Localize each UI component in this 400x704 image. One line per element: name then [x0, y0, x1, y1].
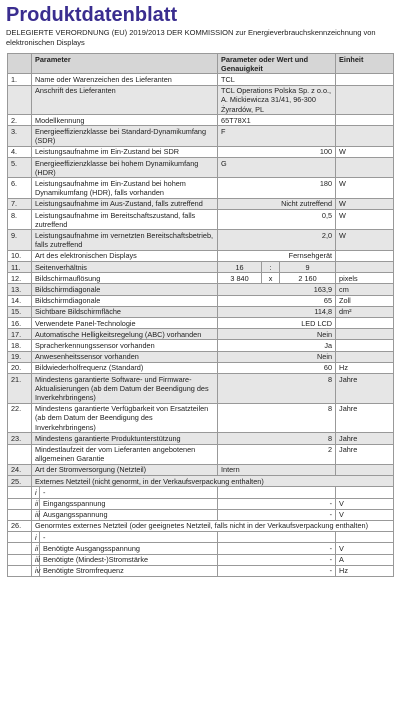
row-number: 20. — [8, 362, 32, 373]
sub-label: Benötigte Ausgangsspannung — [40, 543, 218, 554]
row-unit — [336, 464, 394, 475]
table-row — [8, 362, 394, 373]
row-parameter: Mindestens garantierte Verfügbarkeit von Ersatzteilen (ab dem Datum der Beendigung des Inverkehrbringens) — [32, 403, 218, 433]
sub-value — [218, 487, 336, 498]
table-row — [8, 250, 394, 261]
row-parameter: Verwendete Panel-Technologie — [32, 318, 218, 329]
row-unit — [336, 329, 394, 340]
table-header-row — [8, 54, 394, 74]
row-number: 3. — [8, 126, 32, 146]
table-subrow — [8, 509, 394, 520]
sub-label: Benötigte (Mindest-)Stromstärke — [40, 554, 218, 565]
sub-value: - — [218, 509, 336, 520]
row-value: TCL — [218, 74, 336, 85]
row-parameter: Energieeffizienzklasse bei hohem Dynamikumfang (HDR) — [32, 158, 218, 178]
row-number: 13. — [8, 284, 32, 295]
row-number: 23. — [8, 433, 32, 444]
row-number: 7. — [8, 198, 32, 209]
row-value: 100 — [218, 146, 336, 157]
row-parameter: Mindestens garantierte Software- und Firmware-Aktualisierungen (ab dem Datum der Beendigung des Inverkehrbringens) — [32, 374, 218, 404]
row-unit — [336, 250, 394, 261]
table-row — [8, 115, 394, 126]
row-value-b: 2 160 — [280, 273, 336, 284]
sub-value: - — [218, 565, 336, 576]
table-row — [8, 444, 394, 464]
row-parameter: Leistungsaufnahme im Ein-Zustand bei hohem Dynamikumfang (HDR), falls vorhanden — [32, 178, 218, 198]
row-value: 8 — [218, 403, 336, 433]
row-number — [8, 444, 32, 464]
sub-index: ii — [32, 498, 40, 509]
row-parameter: Mindestlaufzeit der vom Lieferanten angebotenen allgemeinen Garantie — [32, 444, 218, 464]
row-parameter: Genormtes externes Netzteil (oder geeignetes Netzteil, falls nicht in der Verkaufsverpackung enthalten) — [32, 520, 394, 531]
row-parameter: Modellkennung — [32, 115, 218, 126]
row-number: 11. — [8, 262, 32, 273]
row-unit — [336, 340, 394, 351]
sub-index: i — [32, 532, 40, 543]
table-subrow — [8, 532, 394, 543]
row-number — [8, 565, 32, 576]
row-value: Intern — [218, 464, 336, 475]
row-number — [8, 554, 32, 565]
sub-unit: Hz — [336, 565, 394, 576]
row-parameter: Mindestens garantierte Produktunterstützung — [32, 433, 218, 444]
table-row — [8, 329, 394, 340]
row-unit — [336, 158, 394, 178]
row-value: 8 — [218, 433, 336, 444]
table-row — [8, 230, 394, 250]
sub-index: iv — [32, 565, 40, 576]
table-row — [8, 158, 394, 178]
row-value: 8 — [218, 374, 336, 404]
sub-label: Benötigte Stromfrequenz — [40, 565, 218, 576]
row-unit: W — [336, 198, 394, 209]
row-value: 60 — [218, 362, 336, 373]
table-row — [8, 403, 394, 433]
row-unit — [336, 262, 394, 273]
row-parameter: Automatische Helligkeitsregelung (ABC) vorhanden — [32, 329, 218, 340]
sub-index: ii — [32, 543, 40, 554]
row-number: 15. — [8, 306, 32, 317]
sub-index: iii — [32, 554, 40, 565]
table-row — [8, 284, 394, 295]
row-unit: Jahre — [336, 374, 394, 404]
table-row — [8, 74, 394, 85]
row-number — [8, 487, 32, 498]
row-number: 24. — [8, 464, 32, 475]
table-subrow — [8, 487, 394, 498]
row-parameter: Leistungsaufnahme im Aus-Zustand, falls zutreffend — [32, 198, 218, 209]
row-parameter: Name oder Warenzeichen des Lieferanten — [32, 74, 218, 85]
sub-value: - — [218, 554, 336, 565]
row-value: LED LCD — [218, 318, 336, 329]
row-number — [8, 532, 32, 543]
table-row — [8, 476, 394, 487]
sub-index: i — [32, 487, 40, 498]
sub-value — [218, 532, 336, 543]
table-row — [8, 340, 394, 351]
row-value: 180 — [218, 178, 336, 198]
row-value: F — [218, 126, 336, 146]
row-unit — [336, 115, 394, 126]
row-value: Nicht zutreffend — [218, 198, 336, 209]
row-value-a: 16 — [218, 262, 262, 273]
row-parameter: Leistungsaufnahme im Bereitschaftszustand, falls zutreffend — [32, 210, 218, 230]
row-value-b: 9 — [280, 262, 336, 273]
table-row — [8, 262, 394, 273]
table-row — [8, 520, 394, 531]
row-number: 6. — [8, 178, 32, 198]
table-row — [8, 433, 394, 444]
row-number: 17. — [8, 329, 32, 340]
row-parameter: Sichtbare Bildschirmfläche — [32, 306, 218, 317]
regulation-subtitle: DELEGIERTE VERORDNUNG (EU) 2019/2013 DER KOMMISSION zur Energieverbrauchskennzeichnung von elektronischen Displays — [6, 28, 376, 47]
header-parameter: Parameter — [32, 54, 218, 74]
table-row — [8, 146, 394, 157]
row-number: 12. — [8, 273, 32, 284]
row-unit: cm — [336, 284, 394, 295]
table-row — [8, 273, 394, 284]
header-no-cell — [8, 54, 32, 74]
row-parameter: Bildschirmdiagonale — [32, 284, 218, 295]
row-unit: Jahre — [336, 433, 394, 444]
row-number: 22. — [8, 403, 32, 433]
product-data-table — [7, 53, 394, 577]
row-value: 2,0 — [218, 230, 336, 250]
row-number — [8, 85, 32, 115]
row-unit: W — [336, 230, 394, 250]
row-number: 2. — [8, 115, 32, 126]
sub-unit: A — [336, 554, 394, 565]
table-subrow — [8, 554, 394, 565]
row-value-a: 3 840 — [218, 273, 262, 284]
row-parameter: Energieeffizienzklasse bei Standard-Dynamikumfang (SDR) — [32, 126, 218, 146]
row-number — [8, 509, 32, 520]
sub-label: Ausgangsspannung — [40, 509, 218, 520]
row-number: 16. — [8, 318, 32, 329]
row-separator: x — [262, 273, 280, 284]
table-row — [8, 464, 394, 475]
row-number — [8, 498, 32, 509]
row-unit — [336, 351, 394, 362]
row-number: 1. — [8, 74, 32, 85]
header-value: Parameter oder Wert und Genauigkeit — [218, 54, 336, 74]
table-row — [8, 126, 394, 146]
row-separator: : — [262, 262, 280, 273]
table-row — [8, 295, 394, 306]
table-row — [8, 85, 394, 115]
row-unit: Zoll — [336, 295, 394, 306]
row-parameter: Leistungsaufnahme im Ein-Zustand bei SDR — [32, 146, 218, 157]
row-value: 114,8 — [218, 306, 336, 317]
table-subrow — [8, 498, 394, 509]
row-number: 8. — [8, 210, 32, 230]
table-row — [8, 306, 394, 317]
row-value: 163,9 — [218, 284, 336, 295]
sub-value: - — [218, 498, 336, 509]
row-unit: pixels — [336, 273, 394, 284]
row-value: Ja — [218, 340, 336, 351]
sub-label: - — [40, 532, 218, 543]
row-number: 9. — [8, 230, 32, 250]
row-number: 5. — [8, 158, 32, 178]
header-unit: Einheit — [336, 54, 394, 74]
sub-unit — [336, 532, 394, 543]
row-number: 19. — [8, 351, 32, 362]
row-number: 18. — [8, 340, 32, 351]
row-unit: Hz — [336, 362, 394, 373]
row-number — [8, 543, 32, 554]
row-value: 65T78X1 — [218, 115, 336, 126]
table-subrow — [8, 565, 394, 576]
row-parameter: Bildschirmdiagonale — [32, 295, 218, 306]
row-parameter: Seitenverhältnis — [32, 262, 218, 273]
sub-value: - — [218, 543, 336, 554]
row-number: 4. — [8, 146, 32, 157]
sub-label: - — [40, 487, 218, 498]
row-parameter: Spracherkennungssensor vorhanden — [32, 340, 218, 351]
table-row — [8, 198, 394, 209]
table-subrow — [8, 543, 394, 554]
row-unit: dm² — [336, 306, 394, 317]
row-parameter: Externes Netzteil (nicht genormt, in der Verkaufsverpackung enthalten) — [32, 476, 394, 487]
row-number: 21. — [8, 374, 32, 404]
table-row — [8, 374, 394, 404]
table-row — [8, 351, 394, 362]
sub-index: iii — [32, 509, 40, 520]
row-unit: W — [336, 210, 394, 230]
row-parameter: Art des elektronischen Displays — [32, 250, 218, 261]
row-number: 26. — [8, 520, 32, 531]
row-unit — [336, 74, 394, 85]
row-value: Fernsehgerät — [218, 250, 336, 261]
row-value: G — [218, 158, 336, 178]
row-parameter: Anschrift des Lieferanten — [32, 85, 218, 115]
row-value: 0,5 — [218, 210, 336, 230]
row-value: 65 — [218, 295, 336, 306]
row-parameter: Bildwiederholfrequenz (Standard) — [32, 362, 218, 373]
row-value: Nein — [218, 329, 336, 340]
row-parameter: Leistungsaufnahme im vernetzten Bereitschaftsbetrieb, falls zutreffend — [32, 230, 218, 250]
row-parameter: Bildschirmauflösung — [32, 273, 218, 284]
sub-label: Eingangsspannung — [40, 498, 218, 509]
row-unit — [336, 85, 394, 115]
row-value: TCL Operations Polska Sp. z o.o., A. Mickiewicza 31/41, 96-300 Żyrardów, PL — [218, 85, 336, 115]
table-row — [8, 178, 394, 198]
row-parameter: Art der Stromversorgung (Netzteil) — [32, 464, 218, 475]
row-value: Nein — [218, 351, 336, 362]
page-title: Produktdatenblatt — [6, 4, 178, 26]
row-unit — [336, 318, 394, 329]
table-row — [8, 318, 394, 329]
row-unit: W — [336, 146, 394, 157]
row-number: 10. — [8, 250, 32, 261]
sub-unit: V — [336, 498, 394, 509]
row-unit: Jahre — [336, 444, 394, 464]
row-unit: W — [336, 178, 394, 198]
sub-unit: V — [336, 509, 394, 520]
row-parameter: Anwesenheitssensor vorhanden — [32, 351, 218, 362]
row-unit: Jahre — [336, 403, 394, 433]
row-value: 2 — [218, 444, 336, 464]
sub-unit: V — [336, 543, 394, 554]
row-unit — [336, 126, 394, 146]
sub-unit — [336, 487, 394, 498]
row-number: 25. — [8, 476, 32, 487]
row-number: 14. — [8, 295, 32, 306]
table-row — [8, 210, 394, 230]
